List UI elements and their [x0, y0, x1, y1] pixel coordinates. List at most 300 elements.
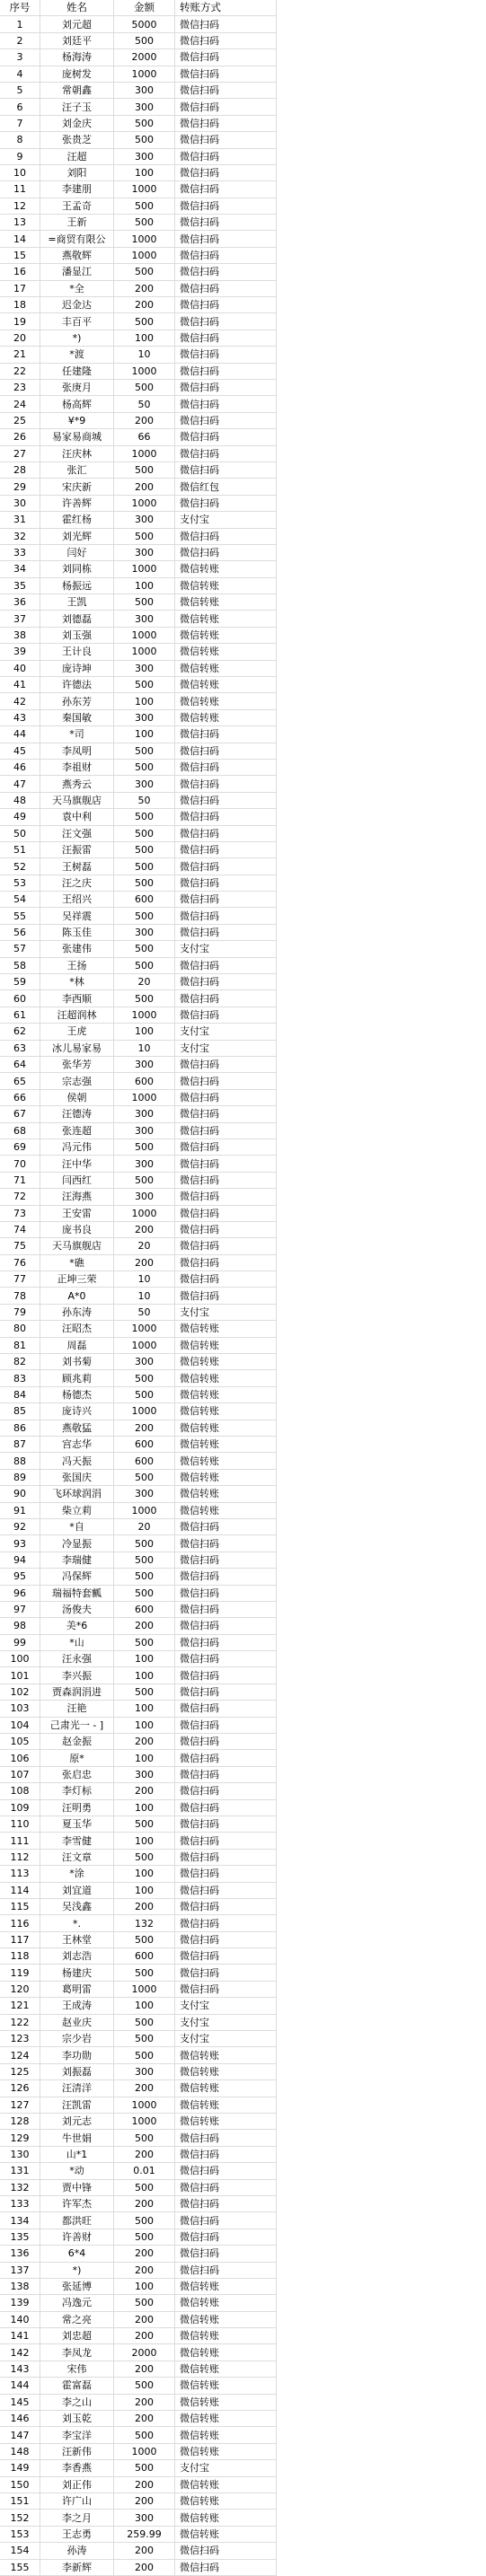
table-row — [0, 264, 277, 280]
seq-cell: 140 — [0, 2311, 40, 2327]
amount-cell: 1000 — [114, 1089, 175, 1105]
seq-cell: 4 — [0, 66, 40, 82]
method-cell: 支付宝 — [175, 941, 277, 957]
table-row — [0, 1750, 277, 1766]
table-row — [0, 2262, 277, 2278]
name-cell: 刘同栋 — [40, 561, 114, 577]
table-row — [0, 1701, 277, 1717]
table-row — [0, 941, 277, 957]
table-row — [0, 1816, 277, 1832]
table-row — [0, 1866, 277, 1882]
name-cell: 燕秀云 — [40, 776, 114, 792]
method-cell: 微信扫码 — [175, 2543, 277, 2559]
seq-cell: 115 — [0, 1898, 40, 1914]
name-cell: 汪文章 — [40, 1849, 114, 1865]
amount-cell: 1000 — [114, 561, 175, 577]
name-cell: 汪振雷 — [40, 841, 114, 857]
seq-cell: 123 — [0, 2031, 40, 2047]
name-cell: 王虎 — [40, 1024, 114, 1040]
table-row — [0, 759, 277, 775]
name-cell: 刘忠超 — [40, 2328, 114, 2344]
method-cell: 微信转账 — [175, 594, 277, 611]
method-cell: 微信转账 — [175, 1486, 277, 1502]
table-row — [0, 1007, 277, 1023]
method-cell: 微信扫码 — [175, 2262, 277, 2278]
seq-cell: 154 — [0, 2543, 40, 2559]
amount-cell: 500 — [114, 462, 175, 478]
seq-cell: 21 — [0, 347, 40, 363]
name-cell: 潘显江 — [40, 264, 114, 280]
seq-cell: 107 — [0, 1766, 40, 1782]
name-cell: 庞诗坤 — [40, 660, 114, 676]
method-cell: 微信扫码 — [175, 164, 277, 180]
seq-cell: 15 — [0, 247, 40, 263]
method-cell: 微信转账 — [175, 2114, 277, 2130]
method-cell: 微信扫码 — [175, 280, 277, 296]
name-cell: 汪之庆 — [40, 875, 114, 891]
method-cell: 微信扫码 — [175, 1734, 277, 1750]
amount-cell: 200 — [114, 1783, 175, 1799]
method-cell: 微信扫码 — [175, 743, 277, 759]
table-row — [0, 1766, 277, 1782]
method-cell: 微信转账 — [175, 1420, 277, 1436]
table-row — [0, 2361, 277, 2377]
amount-cell: 200 — [114, 2559, 175, 2575]
table-row — [0, 990, 277, 1007]
table-row — [0, 660, 277, 676]
name-cell: 闫西红 — [40, 1172, 114, 1188]
amount-cell: 500 — [114, 2229, 175, 2245]
amount-cell: 500 — [114, 198, 175, 214]
table-row — [0, 1585, 277, 1601]
amount-cell: 1000 — [114, 495, 175, 511]
name-cell: 正坤三荣 — [40, 1271, 114, 1288]
seq-cell: 99 — [0, 1634, 40, 1650]
name-cell: 杨海涛 — [40, 49, 114, 66]
amount-cell: 500 — [114, 32, 175, 48]
amount-cell: 1000 — [114, 1321, 175, 1337]
amount-cell: 600 — [114, 1948, 175, 1965]
method-cell: 微信扫码 — [175, 1288, 277, 1304]
name-cell: 原* — [40, 1750, 114, 1766]
table-row — [0, 1569, 277, 1585]
amount-cell: 300 — [114, 660, 175, 676]
seq-cell: 51 — [0, 841, 40, 857]
method-cell: 微信扫码 — [175, 1139, 277, 1155]
method-cell: 微信扫码 — [175, 1535, 277, 1552]
amount-cell: 500 — [114, 677, 175, 693]
seq-cell: 80 — [0, 1321, 40, 1337]
seq-cell: 54 — [0, 892, 40, 908]
seq-cell: 71 — [0, 1172, 40, 1188]
amount-cell: 2000 — [114, 49, 175, 66]
seq-cell: 18 — [0, 297, 40, 313]
seq-cell: 136 — [0, 2246, 40, 2262]
method-cell: 微信扫码 — [175, 1981, 277, 1997]
seq-cell: 23 — [0, 379, 40, 395]
method-cell: 微信转账 — [175, 2311, 277, 2327]
seq-cell: 77 — [0, 1271, 40, 1288]
method-cell: 微信扫码 — [175, 1701, 277, 1717]
table-row — [0, 2492, 277, 2509]
name-cell: 李祖财 — [40, 759, 114, 775]
table-row — [0, 1304, 277, 1320]
amount-cell: 200 — [114, 2361, 175, 2377]
seq-cell: 3 — [0, 49, 40, 66]
name-cell: 燕敬辉 — [40, 247, 114, 263]
name-cell: ¥*9 — [40, 412, 114, 428]
amount-cell: 259.99 — [114, 2526, 175, 2542]
amount-cell: 200 — [114, 2543, 175, 2559]
method-cell: 微信扫码 — [175, 264, 277, 280]
amount-cell: 20 — [114, 974, 175, 990]
method-cell: 微信扫码 — [175, 1717, 277, 1733]
name-cell: 周磊 — [40, 1337, 114, 1353]
name-cell: 刘光辉 — [40, 528, 114, 544]
amount-cell: 300 — [114, 611, 175, 627]
seq-cell: 127 — [0, 2097, 40, 2113]
method-cell: 微信转账 — [175, 2097, 277, 2113]
amount-cell: 1000 — [114, 445, 175, 462]
table-row — [0, 792, 277, 808]
name-cell: A*0 — [40, 1288, 114, 1304]
name-cell: 顾兆莉 — [40, 1370, 114, 1386]
amount-cell: 500 — [114, 1684, 175, 1700]
name-cell: *全 — [40, 280, 114, 296]
seq-cell: 142 — [0, 2344, 40, 2361]
amount-cell: 600 — [114, 1436, 175, 1452]
seq-cell: 134 — [0, 2212, 40, 2229]
seq-cell: 26 — [0, 429, 40, 445]
name-cell: 张延博 — [40, 2278, 114, 2294]
amount-cell: 1000 — [114, 2097, 175, 2113]
table-row — [0, 1172, 277, 1188]
amount-cell: 200 — [114, 2328, 175, 2344]
seq-cell: 46 — [0, 759, 40, 775]
amount-cell: 500 — [114, 858, 175, 875]
seq-cell: 118 — [0, 1948, 40, 1965]
method-cell: 微信转账 — [175, 1386, 277, 1402]
method-cell: 微信扫码 — [175, 495, 277, 511]
name-cell: 张国庆 — [40, 1469, 114, 1485]
table-row — [0, 1651, 277, 1667]
seq-cell: 95 — [0, 1569, 40, 1585]
name-cell: 李之山 — [40, 2394, 114, 2410]
table-row — [0, 512, 277, 528]
name-cell: 李宝洋 — [40, 2427, 114, 2443]
method-cell: 微信转账 — [175, 2510, 277, 2526]
amount-cell: 200 — [114, 2492, 175, 2509]
seq-cell: 70 — [0, 1156, 40, 1172]
table-row — [0, 1238, 277, 1254]
method-cell: 微信扫码 — [175, 792, 277, 808]
amount-cell: 100 — [114, 726, 175, 743]
method-cell: 微信转账 — [175, 1337, 277, 1353]
seq-cell: 97 — [0, 1601, 40, 1617]
amount-cell: 300 — [114, 1057, 175, 1073]
table-row — [0, 280, 277, 296]
name-cell: 冯元伟 — [40, 1139, 114, 1155]
name-cell: 王林堂 — [40, 1931, 114, 1947]
seq-cell: 55 — [0, 908, 40, 924]
table-row — [0, 181, 277, 198]
amount-cell: 500 — [114, 743, 175, 759]
table-row — [0, 247, 277, 263]
name-cell: 赵金振 — [40, 1734, 114, 1750]
seq-cell: 113 — [0, 1866, 40, 1882]
name-cell: 孙涛 — [40, 2543, 114, 2559]
method-cell: 微信扫码 — [175, 1766, 277, 1782]
amount-cell: 200 — [114, 2476, 175, 2492]
method-cell: 微信扫码 — [175, 858, 277, 875]
amount-cell: 1000 — [114, 627, 175, 643]
name-cell: *渡 — [40, 347, 114, 363]
amount-cell: 100 — [114, 1799, 175, 1816]
name-cell: 汤俊夫 — [40, 1601, 114, 1617]
amount-cell: 300 — [114, 1156, 175, 1172]
table-row — [0, 1288, 277, 1304]
seq-cell: 129 — [0, 2130, 40, 2146]
method-cell: 微信转账 — [175, 693, 277, 709]
method-cell: 微信扫码 — [175, 1518, 277, 1534]
table-row — [0, 313, 277, 330]
name-cell: 6*4 — [40, 2246, 114, 2262]
seq-cell: 63 — [0, 1040, 40, 1056]
seq-cell: 137 — [0, 2262, 40, 2278]
table-row — [0, 858, 277, 875]
table-row — [0, 892, 277, 908]
table-row — [0, 1667, 277, 1684]
method-cell: 微信扫码 — [175, 379, 277, 395]
method-cell: 微信红包 — [175, 479, 277, 495]
table-row — [0, 1469, 277, 1485]
seq-cell: 39 — [0, 644, 40, 660]
table-row — [0, 677, 277, 693]
method-cell: 微信扫码 — [175, 2195, 277, 2211]
table-row — [0, 1981, 277, 1997]
name-cell: 宫志华 — [40, 1436, 114, 1452]
amount-cell: 500 — [114, 2212, 175, 2229]
amount-cell: 500 — [114, 1370, 175, 1386]
name-cell: 王安雷 — [40, 1205, 114, 1221]
seq-cell: 111 — [0, 1833, 40, 1849]
name-cell: 刘元超 — [40, 16, 114, 32]
table-row — [0, 479, 277, 495]
table-row — [0, 445, 277, 462]
method-cell: 微信转账 — [175, 2278, 277, 2294]
method-cell: 微信转账 — [175, 2295, 277, 2311]
method-cell: 微信扫码 — [175, 1156, 277, 1172]
name-cell: 瑞福特套瓤 — [40, 1585, 114, 1601]
seq-cell: 62 — [0, 1024, 40, 1040]
table-row — [0, 841, 277, 857]
method-cell: 微信扫码 — [175, 82, 277, 98]
amount-cell: 132 — [114, 1915, 175, 1931]
amount-cell: 300 — [114, 1354, 175, 1370]
method-cell: 微信扫码 — [175, 115, 277, 131]
name-cell: 牛世娟 — [40, 2130, 114, 2146]
header-row — [0, 0, 277, 16]
name-cell: 美*6 — [40, 1618, 114, 1634]
method-cell: 微信转账 — [175, 2080, 277, 2097]
method-cell: 微信扫码 — [175, 132, 277, 148]
seq-cell: 1 — [0, 16, 40, 32]
seq-cell: 119 — [0, 1965, 40, 1981]
seq-cell: 89 — [0, 1469, 40, 1485]
method-cell: 微信转账 — [175, 1436, 277, 1452]
seq-cell: 114 — [0, 1882, 40, 1898]
method-cell: 微信扫码 — [175, 1106, 277, 1122]
seq-cell: 146 — [0, 2411, 40, 2427]
name-cell: 庞诗兴 — [40, 1403, 114, 1420]
seq-cell: 17 — [0, 280, 40, 296]
name-cell: 丰百平 — [40, 313, 114, 330]
amount-cell: 600 — [114, 892, 175, 908]
amount-cell: 500 — [114, 313, 175, 330]
amount-cell: 500 — [114, 594, 175, 611]
table-row — [0, 1403, 277, 1420]
seq-cell: 25 — [0, 412, 40, 428]
seq-cell: 38 — [0, 627, 40, 643]
table-row — [0, 347, 277, 363]
name-cell: 王绍兴 — [40, 892, 114, 908]
seq-cell: 84 — [0, 1386, 40, 1402]
name-cell: 汪庆林 — [40, 445, 114, 462]
amount-cell: 100 — [114, 693, 175, 709]
name-cell: 杨建庆 — [40, 1965, 114, 1981]
method-cell: 微信扫码 — [175, 1634, 277, 1650]
table-row — [0, 396, 277, 412]
amount-cell: 200 — [114, 1898, 175, 1914]
seq-cell: 143 — [0, 2361, 40, 2377]
seq-cell: 132 — [0, 2179, 40, 2195]
table-row — [0, 743, 277, 759]
amount-cell: 200 — [114, 2246, 175, 2262]
table-row — [0, 627, 277, 643]
table-row — [0, 2443, 277, 2459]
seq-cell: 116 — [0, 1915, 40, 1931]
table-row — [0, 809, 277, 825]
name-cell: 刘元志 — [40, 2114, 114, 2130]
method-cell: 微信扫码 — [175, 2229, 277, 2245]
name-cell: 常之亮 — [40, 2311, 114, 2327]
seq-cell: 64 — [0, 1057, 40, 1073]
method-cell: 微信扫码 — [175, 1089, 277, 1105]
seq-cell: 155 — [0, 2559, 40, 2575]
seq-cell: 110 — [0, 1816, 40, 1832]
name-cell: 燕敬猛 — [40, 1420, 114, 1436]
name-cell: 李新辉 — [40, 2559, 114, 2575]
name-cell: 王成涛 — [40, 1998, 114, 2014]
name-cell: 张连超 — [40, 1122, 114, 1139]
name-cell: 李凤明 — [40, 743, 114, 759]
seq-cell: 9 — [0, 148, 40, 164]
amount-cell: 200 — [114, 2195, 175, 2211]
name-cell: 汪超 — [40, 148, 114, 164]
seq-cell: 101 — [0, 1667, 40, 1684]
amount-cell: 500 — [114, 875, 175, 891]
table-row — [0, 2229, 277, 2245]
name-cell: 陈玉佳 — [40, 924, 114, 940]
name-cell: 刘玉乾 — [40, 2411, 114, 2427]
amount-cell: 500 — [114, 1139, 175, 1155]
seq-cell: 108 — [0, 1783, 40, 1799]
name-cell: 张汇 — [40, 462, 114, 478]
method-cell: 微信扫码 — [175, 2130, 277, 2146]
amount-cell: 1000 — [114, 2443, 175, 2459]
method-cell: 微信转账 — [175, 2427, 277, 2443]
table-row — [0, 2031, 277, 2047]
seq-cell: 149 — [0, 2460, 40, 2476]
name-cell: 张启忠 — [40, 1766, 114, 1782]
amount-cell: 500 — [114, 1469, 175, 1485]
seq-cell: 88 — [0, 1453, 40, 1469]
name-cell: 迟金达 — [40, 297, 114, 313]
seq-cell: 53 — [0, 875, 40, 891]
header-name: 姓名 — [40, 0, 114, 16]
table-row — [0, 1189, 277, 1205]
name-cell: 霍富磊 — [40, 2378, 114, 2394]
table-row — [0, 2047, 277, 2063]
seq-cell: 56 — [0, 924, 40, 940]
amount-cell: 300 — [114, 1106, 175, 1122]
table-row — [0, 379, 277, 395]
name-cell: 刘玉强 — [40, 627, 114, 643]
amount-cell: 1000 — [114, 644, 175, 660]
seq-cell: 29 — [0, 479, 40, 495]
name-cell: 汪中华 — [40, 1156, 114, 1172]
method-cell: 微信转账 — [175, 1354, 277, 1370]
name-cell: 李香燕 — [40, 2460, 114, 2476]
name-cell: 宋庆新 — [40, 479, 114, 495]
amount-cell: 500 — [114, 1634, 175, 1650]
table-row — [0, 164, 277, 180]
name-cell: 都洪旺 — [40, 2212, 114, 2229]
seq-cell: 52 — [0, 858, 40, 875]
amount-cell: 500 — [114, 2295, 175, 2311]
seq-cell: 13 — [0, 215, 40, 231]
seq-cell: 7 — [0, 115, 40, 131]
table-row — [0, 297, 277, 313]
seq-cell: 37 — [0, 611, 40, 627]
name-cell: 杨德杰 — [40, 1386, 114, 1402]
seq-cell: 126 — [0, 2080, 40, 2097]
table-row — [0, 1898, 277, 1914]
method-cell: 支付宝 — [175, 512, 277, 528]
table-row — [0, 1156, 277, 1172]
method-cell: 微信扫码 — [175, 1238, 277, 1254]
amount-cell: 100 — [114, 1651, 175, 1667]
seq-cell: 45 — [0, 743, 40, 759]
method-cell: 微信扫码 — [175, 2559, 277, 2575]
method-cell: 微信扫码 — [175, 1007, 277, 1023]
seq-cell: 69 — [0, 1139, 40, 1155]
method-cell: 微信扫码 — [175, 1783, 277, 1799]
amount-cell: 200 — [114, 2394, 175, 2410]
method-cell: 微信转账 — [175, 1403, 277, 1420]
seq-cell: 33 — [0, 544, 40, 560]
method-cell: 微信转账 — [175, 1453, 277, 1469]
table-row — [0, 1386, 277, 1402]
method-cell: 微信扫码 — [175, 1254, 277, 1270]
method-cell: 微信扫码 — [175, 1552, 277, 1568]
table-row — [0, 1337, 277, 1353]
name-cell: 柴立莉 — [40, 1502, 114, 1518]
method-cell: 微信扫码 — [175, 1618, 277, 1634]
method-cell: 微信扫码 — [175, 1866, 277, 1882]
seq-cell: 32 — [0, 528, 40, 544]
amount-cell: 500 — [114, 1816, 175, 1832]
